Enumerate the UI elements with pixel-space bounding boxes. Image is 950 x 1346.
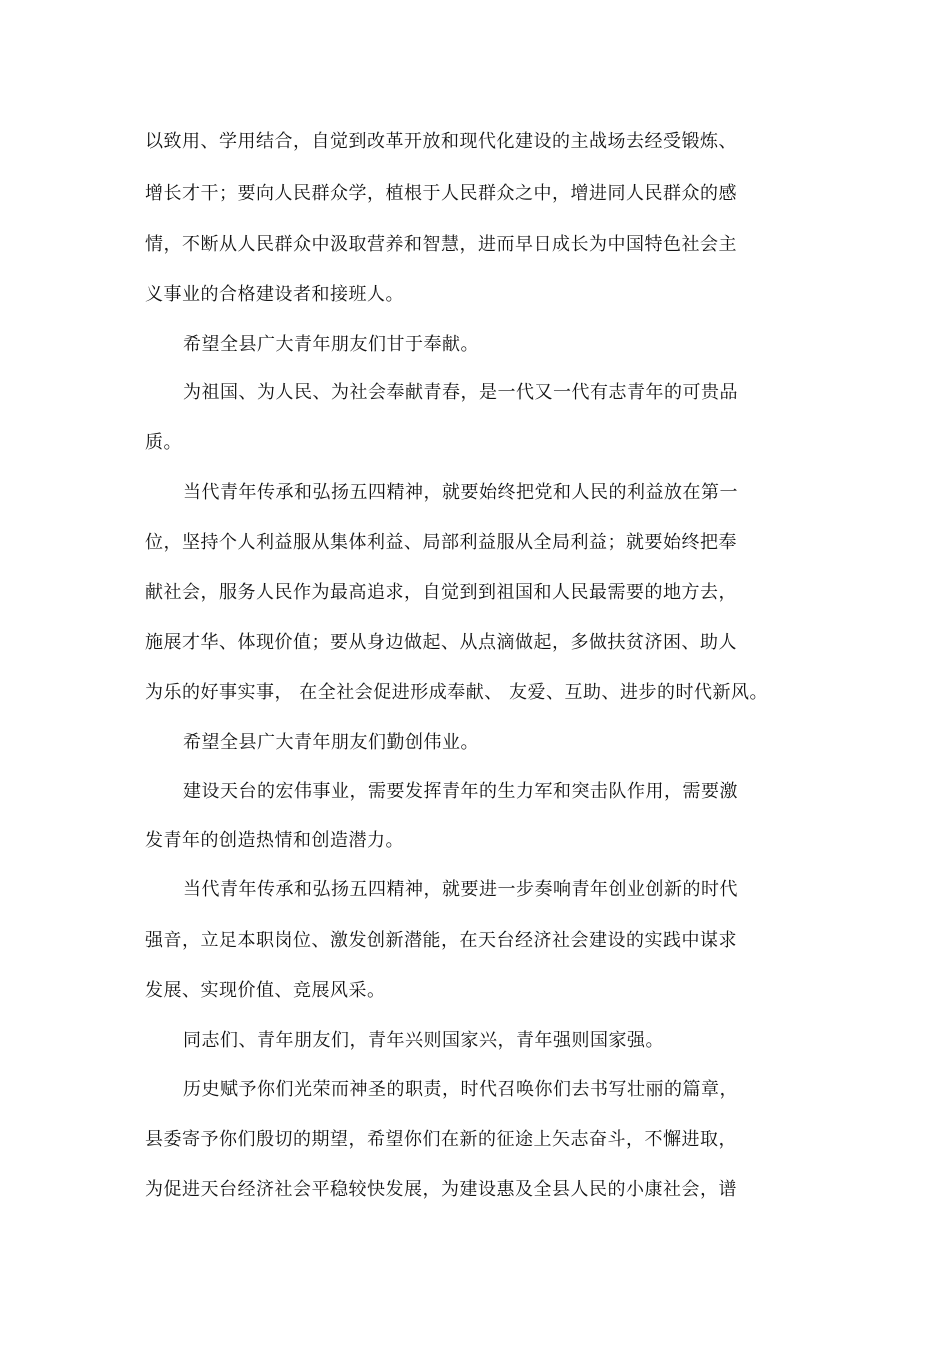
text-line: 质。 bbox=[145, 432, 182, 453]
text-line: 为促进天台经济社会平稳较快发展，为建设惠及全县人民的小康社会，谱 bbox=[145, 1179, 737, 1200]
text-line: 施展才华、体现价值；要从身边做起、从点滴做起，多做扶贫济困、助人 bbox=[145, 632, 737, 653]
text-line: 增长才干；要向人民群众学，植根于人民群众之中，增进同人民群众的感 bbox=[145, 183, 737, 204]
text-line: 建设天台的宏伟事业，需要发挥青年的生力军和突击队作用，需要激 bbox=[183, 781, 738, 802]
paragraph-heading: 希望全县广大青年朋友们甘于奉献。 bbox=[183, 334, 479, 355]
text-line: 义事业的合格建设者和接班人。 bbox=[145, 284, 404, 305]
text-line: 当代青年传承和弘扬五四精神，就要始终把党和人民的利益放在第一 bbox=[183, 482, 738, 503]
text-line: 位，坚持个人利益服从集体利益、局部利益服从全局利益；就要始终把奉 bbox=[145, 532, 737, 553]
text-line: 历史赋予你们光荣而神圣的职责，时代召唤你们去书写壮丽的篇章， bbox=[183, 1079, 738, 1100]
text-line: 同志们、青年朋友们，青年兴则国家兴，青年强则国家强。 bbox=[183, 1030, 664, 1051]
text-line: 发展、实现价值、竞展风采。 bbox=[145, 980, 386, 1001]
text-line: 发青年的创造热情和创造潜力。 bbox=[145, 830, 404, 851]
text-line: 为乐的好事实事， 在全社会促进形成奉献、 友爱、互助、进步的时代新风。 bbox=[145, 682, 768, 703]
text-line: 强音，立足本职岗位、激发创新潜能，在天台经济社会建设的实践中谋求 bbox=[145, 930, 737, 951]
text-line: 当代青年传承和弘扬五四精神，就要进一步奏响青年创业创新的时代 bbox=[183, 879, 738, 900]
text-line: 县委寄予你们殷切的期望，希望你们在新的征途上矢志奋斗，不懈进取， bbox=[145, 1129, 737, 1150]
text-line: 情，不断从人民群众中汲取营养和智慧，进而早日成长为中国特色社会主 bbox=[145, 234, 737, 255]
text-line: 为祖国、为人民、为社会奉献青春，是一代又一代有志青年的可贵品 bbox=[183, 382, 738, 403]
text-line: 以致用、学用结合，自觉到改革开放和现代化建设的主战场去经受锻炼、 bbox=[145, 131, 737, 152]
text-line: 献社会，服务人民作为最高追求，自觉到到祖国和人民最需要的地方去， bbox=[145, 582, 737, 603]
paragraph-heading: 希望全县广大青年朋友们勤创伟业。 bbox=[183, 732, 479, 753]
